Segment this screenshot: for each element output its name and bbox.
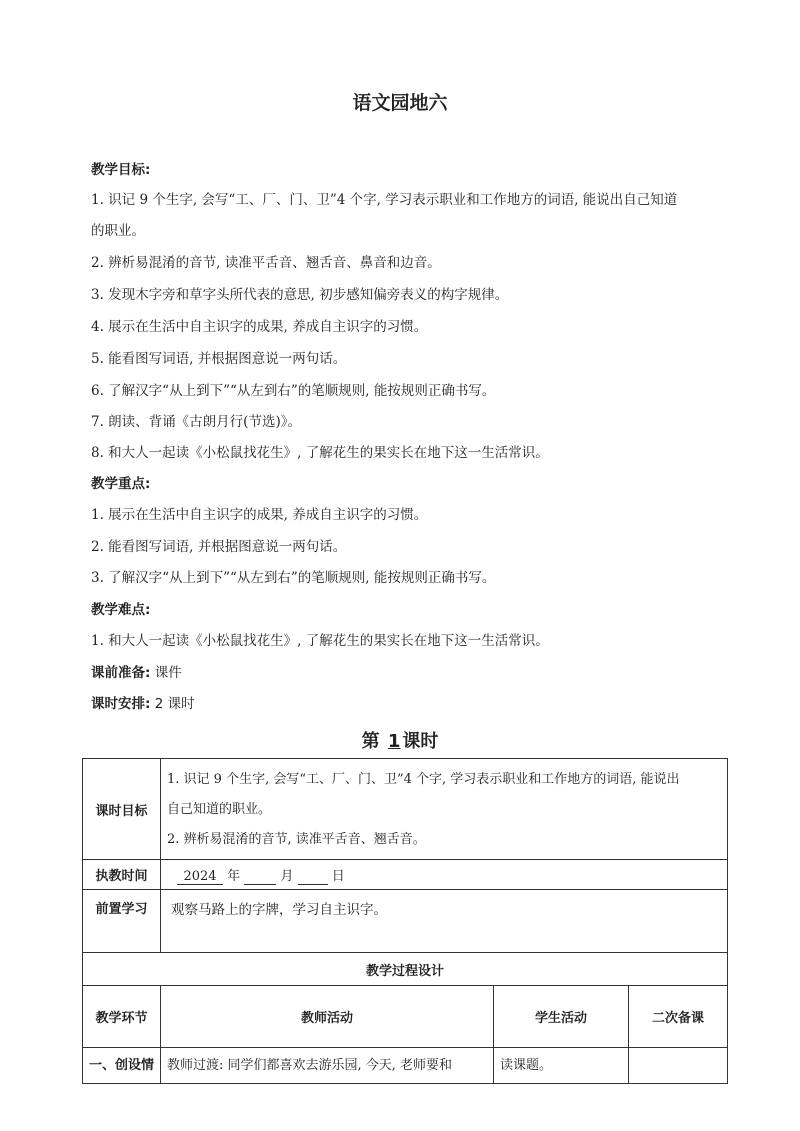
time-row [83,860,728,890]
goal-line: 8. 和大人一起读《小松鼠找花生》, 了解花生的果实长在地下这一生活常识。 [91,445,549,461]
row1-prep2 [629,1048,728,1084]
goal-line: 的职业。 [91,223,145,239]
year-unit: 年 [227,868,241,884]
goal-line: 4. 展示在生活中自主识字的成果, 养成自主识字的习惯。 [91,319,428,335]
col-student-header: 学生活动 [494,986,629,1048]
prep-label: 课前准备: [91,665,151,681]
process-title: 教学过程设计 [365,963,444,979]
column-header-row [83,986,728,1048]
pre-study-value: 观察马路上的字牌，学习自主识字。 [171,902,387,918]
schedule-label: 课时安排: [91,696,151,712]
key-point-line: 2. 能看图写词语, 并根据图意说一两句话。 [91,539,347,555]
row1-student: 读课题。 [494,1048,629,1084]
difficulty-line: 1. 和大人一起读《小松鼠找花生》, 了解花生的果实长在地下这一生活常识。 [91,633,549,649]
month-unit: 月 [280,868,294,884]
goals-heading: 教学目标: [91,162,151,178]
difficulty-heading: 教学难点: [91,602,151,618]
time-label-cell [83,860,161,890]
day-unit: 日 [331,868,345,884]
row1-teacher: 教师过渡: 同学们都喜欢去游乐园, 今天, 老师要和 [161,1048,494,1084]
table-goal-line: 自己知道的职业。 [167,802,272,817]
col-teacher-header: 教师活动 [161,986,494,1048]
lesson-title [0,727,800,753]
goal-row [83,759,728,860]
schedule-line [91,692,195,712]
year-value: 2024 [177,870,223,885]
key-points-heading: 教学重点: [91,476,151,492]
pre-study-label-cell [83,890,161,953]
key-point-line: 1. 展示在生活中自主识字的成果, 养成自主识字的习惯。 [91,507,428,523]
goal-line: 3. 发现木字旁和草字头所代表的意思, 初步感知偏旁表义的构字规律。 [91,287,509,303]
row1-stage: 一、创设情 [83,1048,161,1084]
goal-label: 课时目标 [95,803,148,819]
schedule-value: 2 课时 [154,696,195,712]
pre-study-value-cell [161,890,728,953]
lesson-number: 1 [387,731,401,752]
goal-line: 7. 朗读、背诵《古朗月行(节选)》。 [91,414,301,430]
pre-study-row [83,890,728,953]
month-blank [244,870,276,885]
goal-content-cell [161,759,728,860]
lesson-suffix: 课时 [402,731,439,752]
process-title-row [83,953,728,986]
goal-label-cell [83,759,161,860]
goal-line: 2. 辨析易混淆的音节, 读准平舌音、翘舌音、鼻音和边音。 [91,255,441,271]
time-label: 执教时间 [95,869,148,884]
lesson-prefix: 第 [361,731,380,752]
table-row [83,1048,728,1084]
table-goal-line: 1. 识记 9 个生字, 会写“工、厂、门、卫”4 个字, 学习表示职业和工作地方的词语, 能说出 [167,772,680,787]
page-title: 语文园地六 [352,92,448,114]
process-title-cell [83,953,728,986]
goal-line: 1. 识记 9 个生字, 会写“工、厂、门、卫”4 个字, 学习表示职业和工作地方的词语, 能说出自己知道 [91,192,678,208]
goal-line: 6. 了解汉字“从上到下”“从左到右”的笔顺规则, 能按规则正确书写。 [91,383,496,399]
prep-value: 课件 [154,665,182,681]
col-stage-header: 教学环节 [83,986,161,1048]
key-point-line: 3. 了解汉字“从上到下”“从左到右”的笔顺规则, 能按规则正确书写。 [91,570,496,586]
goal-line: 5. 能看图写词语, 并根据图意说一两句话。 [91,351,347,367]
lesson-table [82,758,728,1084]
pre-study-label: 前置学习 [95,902,148,917]
prep-line [91,661,182,681]
col-prep2-header: 二次备课 [629,986,728,1048]
table-goal-line: 2. 辨析易混淆的音节, 读准平舌音、翘舌音。 [167,832,426,847]
time-value-cell [161,860,728,890]
day-blank [298,870,328,885]
